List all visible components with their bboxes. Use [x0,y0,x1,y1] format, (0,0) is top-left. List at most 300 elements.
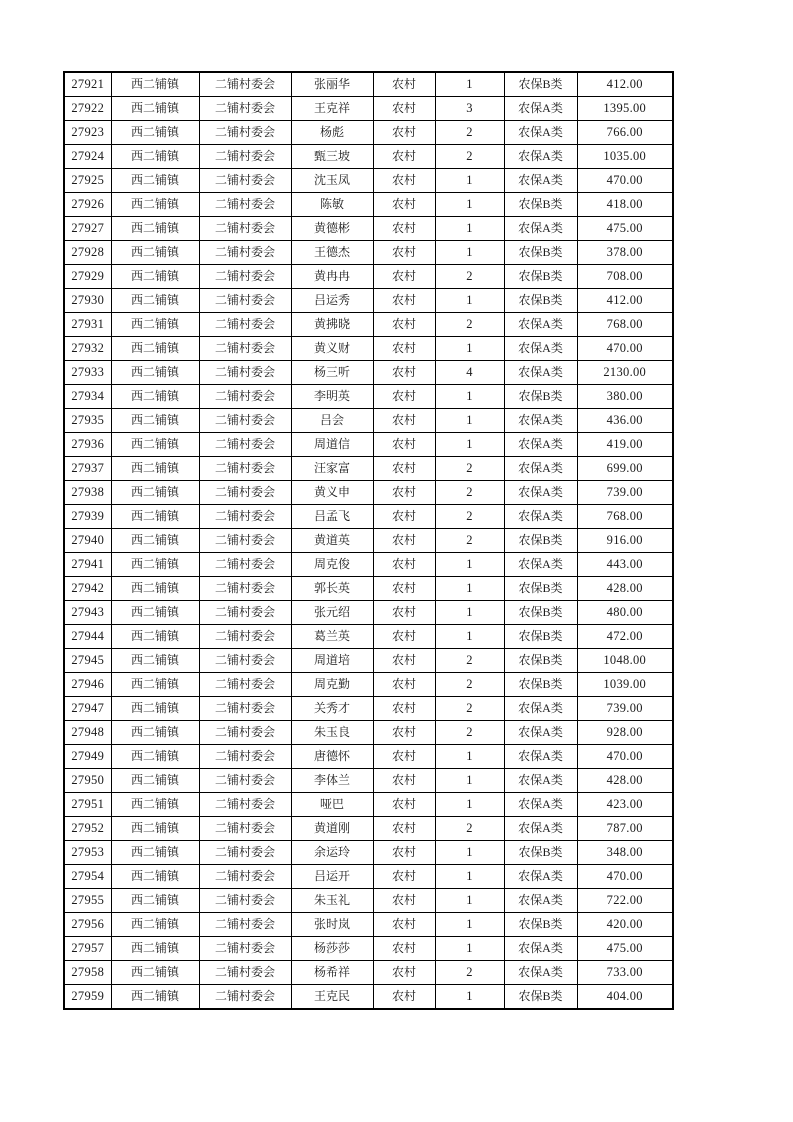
cell-town: 西二铺镇 [111,433,199,457]
cell-amount: 480.00 [577,601,673,625]
cell-person-count: 2 [435,673,504,697]
cell-person-name: 王德杰 [291,241,373,265]
cell-residence-type: 农村 [373,961,435,985]
cell-person-count: 1 [435,409,504,433]
cell-insurance-category: 农保B类 [504,913,577,937]
cell-record-id: 27930 [64,289,111,313]
cell-person-count: 1 [435,769,504,793]
cell-record-id: 27950 [64,769,111,793]
cell-insurance-category: 农保A类 [504,313,577,337]
cell-person-count: 1 [435,433,504,457]
cell-insurance-category: 农保B类 [504,985,577,1010]
cell-town: 西二铺镇 [111,793,199,817]
cell-residence-type: 农村 [373,913,435,937]
cell-record-id: 27951 [64,793,111,817]
cell-village-committee: 二铺村委会 [199,865,291,889]
cell-village-committee: 二铺村委会 [199,721,291,745]
cell-insurance-category: 农保A类 [504,769,577,793]
cell-village-committee: 二铺村委会 [199,457,291,481]
table-row [64,697,673,721]
cell-town: 西二铺镇 [111,145,199,169]
table-row [64,937,673,961]
cell-person-name: 杨莎莎 [291,937,373,961]
cell-amount: 739.00 [577,697,673,721]
cell-residence-type: 农村 [373,649,435,673]
cell-insurance-category: 农保B类 [504,625,577,649]
table-row [64,169,673,193]
cell-amount: 733.00 [577,961,673,985]
cell-person-count: 2 [435,529,504,553]
cell-person-count: 1 [435,841,504,865]
cell-record-id: 27952 [64,817,111,841]
cell-amount: 470.00 [577,169,673,193]
table-row [64,985,673,1010]
cell-amount: 418.00 [577,193,673,217]
cell-person-name: 关秀才 [291,697,373,721]
cell-town: 西二铺镇 [111,457,199,481]
cell-person-name: 杨希祥 [291,961,373,985]
table-row [64,721,673,745]
cell-person-name: 周克勤 [291,673,373,697]
table-row [64,289,673,313]
cell-town: 西二铺镇 [111,505,199,529]
cell-residence-type: 农村 [373,937,435,961]
cell-record-id: 27929 [64,265,111,289]
table-row [64,337,673,361]
cell-residence-type: 农村 [373,145,435,169]
cell-residence-type: 农村 [373,745,435,769]
cell-residence-type: 农村 [373,769,435,793]
cell-record-id: 27931 [64,313,111,337]
table-row [64,97,673,121]
cell-amount: 699.00 [577,457,673,481]
cell-record-id: 27934 [64,385,111,409]
cell-record-id: 27936 [64,433,111,457]
table-row [64,529,673,553]
cell-insurance-category: 农保B类 [504,385,577,409]
cell-insurance-category: 农保A类 [504,97,577,121]
table-row [64,121,673,145]
cell-town: 西二铺镇 [111,169,199,193]
cell-amount: 1048.00 [577,649,673,673]
cell-residence-type: 农村 [373,72,435,97]
cell-person-count: 1 [435,601,504,625]
cell-town: 西二铺镇 [111,961,199,985]
cell-person-count: 2 [435,697,504,721]
cell-residence-type: 农村 [373,481,435,505]
cell-village-committee: 二铺村委会 [199,913,291,937]
cell-person-name: 王克民 [291,985,373,1010]
cell-person-count: 1 [435,745,504,769]
table-row [64,601,673,625]
cell-person-count: 1 [435,865,504,889]
cell-village-committee: 二铺村委会 [199,193,291,217]
cell-village-committee: 二铺村委会 [199,289,291,313]
cell-person-name: 李明英 [291,385,373,409]
cell-town: 西二铺镇 [111,265,199,289]
cell-town: 西二铺镇 [111,865,199,889]
cell-residence-type: 农村 [373,121,435,145]
cell-insurance-category: 农保A类 [504,217,577,241]
cell-insurance-category: 农保A类 [504,169,577,193]
cell-town: 西二铺镇 [111,553,199,577]
table-row [64,409,673,433]
cell-town: 西二铺镇 [111,217,199,241]
cell-record-id: 27940 [64,529,111,553]
table-row [64,217,673,241]
cell-person-name: 吕运开 [291,865,373,889]
table-row [64,145,673,169]
cell-insurance-category: 农保B类 [504,193,577,217]
cell-insurance-category: 农保A类 [504,337,577,361]
cell-person-name: 吕运秀 [291,289,373,313]
cell-amount: 475.00 [577,217,673,241]
cell-town: 西二铺镇 [111,721,199,745]
cell-amount: 423.00 [577,793,673,817]
cell-village-committee: 二铺村委会 [199,769,291,793]
cell-record-id: 27943 [64,601,111,625]
cell-person-name: 余运玲 [291,841,373,865]
cell-residence-type: 农村 [373,433,435,457]
cell-town: 西二铺镇 [111,121,199,145]
cell-person-name: 周道信 [291,433,373,457]
cell-residence-type: 农村 [373,409,435,433]
cell-village-committee: 二铺村委会 [199,577,291,601]
cell-village-committee: 二铺村委会 [199,553,291,577]
cell-amount: 420.00 [577,913,673,937]
pension-roster-table [63,71,674,1010]
cell-person-count: 1 [435,937,504,961]
cell-person-name: 杨三听 [291,361,373,385]
cell-town: 西二铺镇 [111,361,199,385]
cell-town: 西二铺镇 [111,985,199,1010]
table-row [64,72,673,97]
cell-person-name: 吕会 [291,409,373,433]
cell-amount: 470.00 [577,337,673,361]
cell-village-committee: 二铺村委会 [199,265,291,289]
cell-insurance-category: 农保A类 [504,553,577,577]
cell-record-id: 27921 [64,72,111,97]
cell-town: 西二铺镇 [111,193,199,217]
table-row [64,913,673,937]
cell-village-committee: 二铺村委会 [199,841,291,865]
cell-person-count: 1 [435,337,504,361]
cell-person-count: 2 [435,505,504,529]
table-row [64,361,673,385]
cell-residence-type: 农村 [373,697,435,721]
cell-amount: 436.00 [577,409,673,433]
cell-residence-type: 农村 [373,889,435,913]
cell-amount: 404.00 [577,985,673,1010]
cell-record-id: 27953 [64,841,111,865]
cell-amount: 348.00 [577,841,673,865]
cell-person-count: 1 [435,193,504,217]
cell-village-committee: 二铺村委会 [199,625,291,649]
cell-town: 西二铺镇 [111,577,199,601]
cell-village-committee: 二铺村委会 [199,217,291,241]
cell-residence-type: 农村 [373,505,435,529]
cell-town: 西二铺镇 [111,289,199,313]
cell-person-count: 2 [435,649,504,673]
cell-village-committee: 二铺村委会 [199,529,291,553]
cell-insurance-category: 农保B类 [504,649,577,673]
cell-person-name: 哑巴 [291,793,373,817]
cell-insurance-category: 农保A类 [504,361,577,385]
cell-village-committee: 二铺村委会 [199,985,291,1010]
cell-residence-type: 农村 [373,529,435,553]
cell-town: 西二铺镇 [111,649,199,673]
cell-record-id: 27937 [64,457,111,481]
cell-record-id: 27935 [64,409,111,433]
cell-person-count: 1 [435,985,504,1010]
cell-village-committee: 二铺村委会 [199,649,291,673]
cell-amount: 2130.00 [577,361,673,385]
cell-person-name: 杨彪 [291,121,373,145]
cell-insurance-category: 农保A类 [504,865,577,889]
cell-town: 西二铺镇 [111,313,199,337]
cell-town: 西二铺镇 [111,673,199,697]
cell-person-name: 甄三坡 [291,145,373,169]
cell-person-name: 李体兰 [291,769,373,793]
cell-residence-type: 农村 [373,553,435,577]
cell-village-committee: 二铺村委会 [199,361,291,385]
cell-insurance-category: 农保A类 [504,721,577,745]
cell-person-count: 2 [435,481,504,505]
cell-person-count: 1 [435,625,504,649]
cell-person-name: 汪家富 [291,457,373,481]
cell-insurance-category: 农保A类 [504,505,577,529]
cell-record-id: 27939 [64,505,111,529]
cell-insurance-category: 农保A类 [504,889,577,913]
cell-residence-type: 农村 [373,217,435,241]
cell-residence-type: 农村 [373,241,435,265]
table-row [64,385,673,409]
cell-person-name: 黄义申 [291,481,373,505]
cell-record-id: 27933 [64,361,111,385]
cell-person-name: 黄拂晓 [291,313,373,337]
cell-insurance-category: 农保A类 [504,745,577,769]
cell-village-committee: 二铺村委会 [199,121,291,145]
cell-amount: 378.00 [577,241,673,265]
cell-residence-type: 农村 [373,817,435,841]
table-row [64,793,673,817]
cell-residence-type: 农村 [373,457,435,481]
cell-insurance-category: 农保B类 [504,601,577,625]
cell-record-id: 27932 [64,337,111,361]
cell-amount: 708.00 [577,265,673,289]
cell-town: 西二铺镇 [111,385,199,409]
cell-village-committee: 二铺村委会 [199,241,291,265]
cell-town: 西二铺镇 [111,913,199,937]
cell-person-count: 1 [435,289,504,313]
cell-town: 西二铺镇 [111,72,199,97]
table-row [64,433,673,457]
cell-town: 西二铺镇 [111,937,199,961]
cell-village-committee: 二铺村委会 [199,385,291,409]
cell-record-id: 27958 [64,961,111,985]
table-body [64,72,673,1009]
cell-town: 西二铺镇 [111,889,199,913]
cell-person-name: 朱玉良 [291,721,373,745]
cell-record-id: 27928 [64,241,111,265]
cell-insurance-category: 农保A类 [504,793,577,817]
cell-town: 西二铺镇 [111,745,199,769]
cell-record-id: 27956 [64,913,111,937]
table-row [64,841,673,865]
cell-town: 西二铺镇 [111,97,199,121]
cell-person-name: 周克俊 [291,553,373,577]
cell-person-count: 2 [435,145,504,169]
cell-person-count: 2 [435,721,504,745]
cell-person-count: 2 [435,313,504,337]
cell-insurance-category: 农保A类 [504,409,577,433]
cell-amount: 1035.00 [577,145,673,169]
table-row [64,961,673,985]
cell-insurance-category: 农保B类 [504,265,577,289]
cell-residence-type: 农村 [373,793,435,817]
cell-amount: 428.00 [577,577,673,601]
cell-town: 西二铺镇 [111,601,199,625]
cell-town: 西二铺镇 [111,529,199,553]
cell-person-name: 周道培 [291,649,373,673]
cell-person-count: 3 [435,97,504,121]
cell-residence-type: 农村 [373,985,435,1010]
cell-person-name: 黄德彬 [291,217,373,241]
table-row [64,481,673,505]
cell-village-committee: 二铺村委会 [199,937,291,961]
cell-amount: 768.00 [577,313,673,337]
cell-village-committee: 二铺村委会 [199,817,291,841]
cell-residence-type: 农村 [373,337,435,361]
cell-person-name: 沈玉凤 [291,169,373,193]
table-row [64,505,673,529]
cell-person-name: 黄冉冉 [291,265,373,289]
cell-town: 西二铺镇 [111,241,199,265]
cell-amount: 739.00 [577,481,673,505]
cell-person-count: 1 [435,385,504,409]
cell-person-count: 2 [435,457,504,481]
cell-insurance-category: 农保B类 [504,529,577,553]
cell-person-name: 王克祥 [291,97,373,121]
cell-person-count: 1 [435,793,504,817]
cell-residence-type: 农村 [373,673,435,697]
cell-village-committee: 二铺村委会 [199,481,291,505]
cell-amount: 475.00 [577,937,673,961]
cell-record-id: 27945 [64,649,111,673]
cell-residence-type: 农村 [373,169,435,193]
cell-town: 西二铺镇 [111,337,199,361]
cell-amount: 722.00 [577,889,673,913]
cell-insurance-category: 农保A类 [504,457,577,481]
cell-insurance-category: 农保A类 [504,817,577,841]
cell-record-id: 27925 [64,169,111,193]
cell-amount: 1039.00 [577,673,673,697]
cell-village-committee: 二铺村委会 [199,433,291,457]
cell-village-committee: 二铺村委会 [199,169,291,193]
cell-residence-type: 农村 [373,865,435,889]
cell-person-name: 张时岚 [291,913,373,937]
cell-village-committee: 二铺村委会 [199,961,291,985]
cell-amount: 928.00 [577,721,673,745]
cell-person-count: 4 [435,361,504,385]
table-row [64,649,673,673]
cell-person-name: 葛兰英 [291,625,373,649]
cell-amount: 916.00 [577,529,673,553]
cell-record-id: 27938 [64,481,111,505]
cell-residence-type: 农村 [373,721,435,745]
cell-amount: 470.00 [577,745,673,769]
cell-village-committee: 二铺村委会 [199,337,291,361]
cell-village-committee: 二铺村委会 [199,505,291,529]
cell-village-committee: 二铺村委会 [199,409,291,433]
cell-amount: 787.00 [577,817,673,841]
cell-person-count: 2 [435,817,504,841]
cell-record-id: 27948 [64,721,111,745]
cell-person-count: 2 [435,961,504,985]
cell-amount: 768.00 [577,505,673,529]
cell-residence-type: 农村 [373,625,435,649]
cell-person-count: 1 [435,241,504,265]
cell-insurance-category: 农保B类 [504,72,577,97]
cell-village-committee: 二铺村委会 [199,97,291,121]
table-row [64,769,673,793]
cell-person-count: 2 [435,265,504,289]
cell-residence-type: 农村 [373,265,435,289]
cell-amount: 470.00 [577,865,673,889]
cell-person-name: 郭长英 [291,577,373,601]
cell-insurance-category: 农保A类 [504,481,577,505]
cell-insurance-category: 农保A类 [504,145,577,169]
cell-residence-type: 农村 [373,289,435,313]
cell-residence-type: 农村 [373,577,435,601]
cell-person-count: 2 [435,121,504,145]
cell-record-id: 27927 [64,217,111,241]
cell-record-id: 27959 [64,985,111,1010]
cell-town: 西二铺镇 [111,481,199,505]
cell-person-name: 黄道刚 [291,817,373,841]
cell-amount: 412.00 [577,289,673,313]
cell-record-id: 27922 [64,97,111,121]
cell-insurance-category: 农保B类 [504,673,577,697]
cell-person-count: 1 [435,72,504,97]
table-row [64,889,673,913]
cell-residence-type: 农村 [373,841,435,865]
cell-amount: 1395.00 [577,97,673,121]
cell-person-name: 陈敏 [291,193,373,217]
cell-residence-type: 农村 [373,385,435,409]
cell-record-id: 27949 [64,745,111,769]
cell-insurance-category: 农保A类 [504,433,577,457]
cell-village-committee: 二铺村委会 [199,889,291,913]
cell-amount: 428.00 [577,769,673,793]
cell-amount: 412.00 [577,72,673,97]
table-row [64,193,673,217]
cell-amount: 380.00 [577,385,673,409]
cell-person-name: 吕孟飞 [291,505,373,529]
cell-record-id: 27954 [64,865,111,889]
table-row [64,241,673,265]
cell-person-count: 1 [435,913,504,937]
cell-insurance-category: 农保A类 [504,937,577,961]
cell-record-id: 27947 [64,697,111,721]
cell-record-id: 27946 [64,673,111,697]
cell-person-name: 黄道英 [291,529,373,553]
cell-record-id: 27944 [64,625,111,649]
cell-person-name: 张丽华 [291,72,373,97]
cell-person-name: 黄义财 [291,337,373,361]
cell-person-count: 1 [435,577,504,601]
cell-residence-type: 农村 [373,361,435,385]
